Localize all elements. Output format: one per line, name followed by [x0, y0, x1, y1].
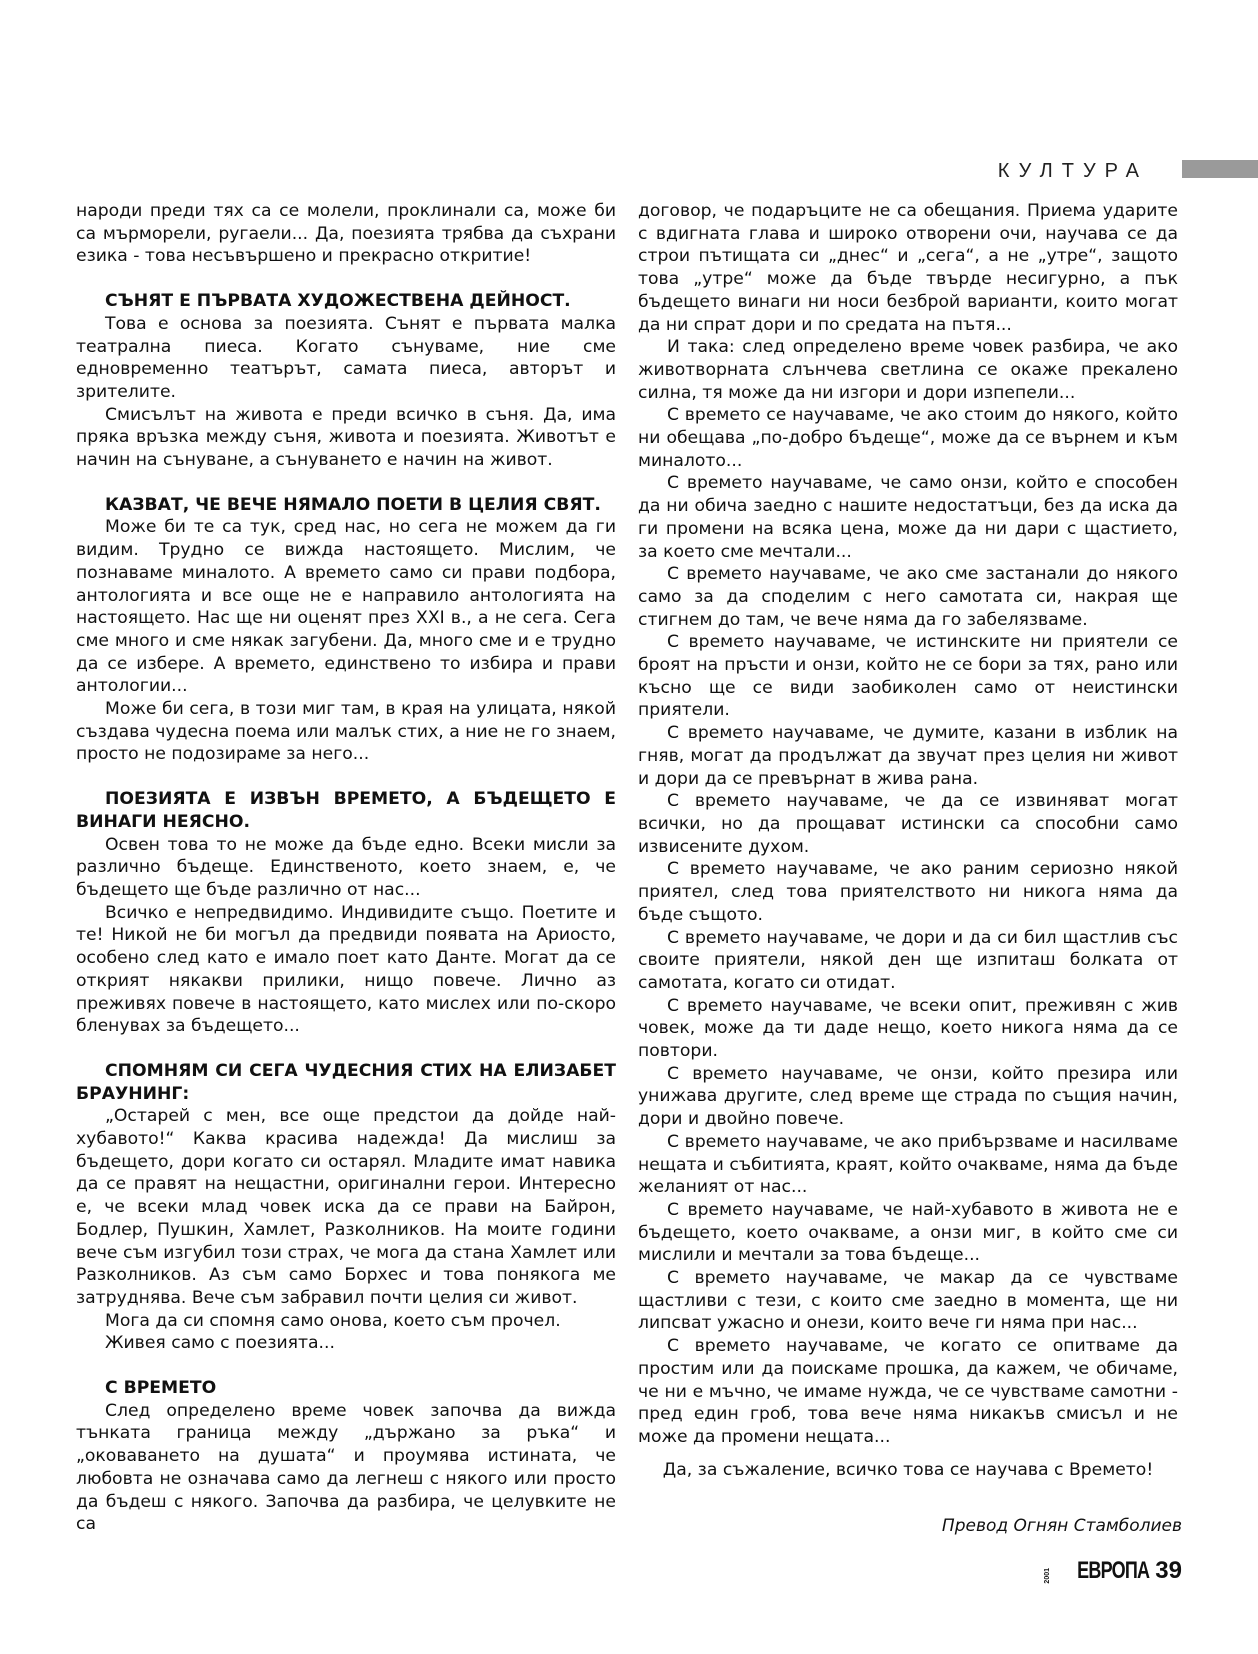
body-paragraph: С времето научаваме, че да се извиняват могат всички, но да прощават истински са способни само извисените духом.: [638, 791, 1178, 857]
translator-credit: Превод Огнян Стамболиев: [941, 1516, 1182, 1536]
body-paragraph: С времето научаваме, че най-хубавото в живота не е бъдещето, което очакваме, а онзи миг, в който сме си мислили и мечтали за това бъдеще...: [638, 1199, 1178, 1266]
body-paragraph: С времето научаваме, че ако раним сериозно някой приятел, след това приятелството ни никога няма да бъде същото.: [638, 859, 1178, 925]
paragraph-gap: [76, 1038, 616, 1060]
body-paragraph: договор, че подаръците не са обещания. Приема ударите с вдигната глава и широко отворени очи, научава се да строи пътищата си „днес“ и „сега“, а не „утре“, защото това „утре“ може да бъде твърде несигурно, а пък бъдещето винаги ни носи безброй варианти, които могат да ни спрат дори и по средата на пътя...: [638, 201, 1178, 335]
section-heading: С ВРЕМЕТО: [105, 1378, 217, 1399]
body-paragraph: С времето научаваме, че ако сме застанали до някого само за да споделим с него самотата си, накрая ще стигнем до там, че вече няма да го забелязваме.: [638, 564, 1178, 630]
page-number: 39: [1155, 1557, 1182, 1584]
section-bar: [1182, 160, 1258, 178]
body-paragraph: Мога да си спомня само онова, което съм прочел.: [105, 1310, 561, 1331]
paragraph-gap: [76, 766, 616, 788]
body-paragraph: Всичко е непредвидимо. Индивидите също. Поетите и те! Никой не би могъл да предвиди появата на Ариосто, особено след като е имало поет като Данте. Могат да се открият някакви прилики, нищо повече. Лично аз преживях повече в настоящето, като мислех или по-скоро бленувах за бъдещето...: [76, 902, 616, 1037]
section-heading: СЪНЯТ Е ПЪРВАТА ХУДОЖЕСТВЕНА ДЕЙНОСТ.: [105, 291, 571, 312]
paragraph-gap: [638, 1449, 1178, 1459]
body-paragraph: Живея само с поезията...: [105, 1333, 335, 1354]
paragraph-gap: [76, 1355, 616, 1377]
article-right-column: [638, 200, 1178, 1481]
body-paragraph: С времето научаваме, че дори и да си бил щастлив със своите приятели, някой ден ще изпиташ болката от самотата, когато си отидат.: [638, 927, 1178, 993]
body-paragraph: народи преди тях са се молели, проклинали са, може би са мърморели, ругаели... Да, поезията трябва да съхрани езика - това несъвършено и прекрасно откритие!: [76, 201, 616, 267]
body-paragraph: Това е основа за поезията. Сънят е първата малка театрална пиеса. Когато сънуваме, ние сме едновременно театърът, самата пиеса, авторът и зрителите.: [76, 313, 616, 402]
section-heading: ПОЕЗИЯТА Е ИЗВЪН ВРЕМЕТО, А БЪДЕЩЕТО Е ВИНАГИ НЕЯСНО.: [76, 789, 616, 832]
body-paragraph: С времето научаваме, че всеки опит, преживян с жив човек, може да ти даде нещо, което никога няма да се повтори.: [638, 995, 1178, 1062]
body-paragraph: С времето научаваме, че думите, казани в изблик на гняв, могат да продължат да звучат през целия ни живот и дори да се превърнат в жива рана.: [638, 723, 1178, 789]
body-paragraph: С времето научаваме, че макар да се чувстваме щастливи с тези, с които сме заедно в момента, ще ни липсват ужасно и онези, които вече ги няма при нас...: [638, 1268, 1178, 1334]
magazine-logo: ЕВРОПА: [1077, 1557, 1150, 1584]
body-paragraph: Може би сега, в този миг там, в края на улицата, някой създава чудесна поема или малък стих, а ние не го знаем, просто не подозираме за него...: [76, 699, 616, 765]
body-paragraph: С времето научаваме, че истинските ни приятели се броят на пръсти и онзи, който не се бори за тях, рано или късно ще се види заобиколен само от неистински приятели.: [638, 632, 1178, 721]
page-footer: [1044, 1558, 1182, 1584]
body-paragraph: „Остарей с мен, все още предстои да дойде най-хубавото!“ Каква красива надежда! Да мислиш за бъдещето, дори когато си остарял. Младите имат навика да се правят на нещастни, оригинални герои. Интересно е, че всеки млад човек иска да се прави на Байрон, Бодлер, Пушкин, Хамлет, Разколников. На моите години вече съм изгубил този страх, че мога да стана Хамлет или Разколников. Аз съм само Борхес и това понякога ме затруднява. Вече съм забравил почти целия си живот.: [76, 1106, 616, 1308]
magazine-year-mark: 2001: [1044, 1568, 1052, 1584]
body-paragraph: С времето научаваме, че ако прибързваме и насилваме нещата и събитията, краят, който очакваме, няма да бъде желаният от нас...: [638, 1131, 1178, 1198]
body-paragraph: След определено време човек започва да вижда тънката граница между „държано за ръка“ и „оковаването на душата“ и проумява истината, че любовта не означава само да легнеш с някого или просто да бъдеш с някого. Започва да разбира, че целувките не са: [76, 1400, 616, 1535]
paragraph-gap: [76, 472, 616, 494]
body-paragraph: Да, за съжаление, всичко това се научава с Времето!: [662, 1459, 1154, 1480]
paragraph-gap: [76, 268, 616, 290]
section-label: КУЛТУРА: [997, 160, 1148, 182]
body-paragraph: С времето научаваме, че само онзи, който е способен да ни обича заедно с нашите недостатъци, без да иска да ги промени на всяка цена, може да ни дари с щастието, за което сме мечтали...: [638, 473, 1178, 562]
body-paragraph: Освен това то не може да бъде едно. Всеки мисли за различно бъдеще. Единственото, което знаем, е, че бъдещето ще бъде различно от нас...: [76, 834, 616, 900]
body-paragraph: И така: след определено време човек разбира, че ако животворната слънчева светлина се окаже прекалено силна, тя може да ни изгори и дори изпепели...: [638, 337, 1178, 403]
body-paragraph: Може би те са тук, сред нас, но сега не можем да ги видим. Трудно се вижда настоящето. Мислим, че познаваме миналото. А времето само си прави подбора, антологията и все още не е направило антологията на настоящето. Нас ще ни оценят през XXI в., а не сега. Сега сме много и сме някак загубени. Да, много сме и е трудно да се избере. А времето, единствено то избира и прави антологии...: [76, 517, 616, 697]
section-heading: КАЗВАТ, ЧЕ ВЕЧЕ НЯМАЛО ПОЕТИ В ЦЕЛИЯ СВЯТ.: [105, 494, 601, 515]
body-paragraph: С времето научаваме, че когато се опитваме да простим или да поискаме прошка, да кажем, че обичаме, че ни е мъчно, че имаме нужда, че се чувстваме самотни - пред един гроб, това вече няма никакъв смисъл и не може да промени нещата...: [638, 1336, 1178, 1447]
article-left-column: [76, 200, 616, 1536]
body-paragraph: С времето се научаваме, че ако стоим до някого, който ни обещава „по-добро бъдеще“, може да се върнем и към миналото...: [638, 405, 1178, 471]
body-paragraph: Смисълът на живота е преди всичко в съня. Да, има пряка връзка между съня, живота и поезията. Животът е начин на сънуване, а сънуването е начин на живот.: [76, 404, 616, 471]
body-paragraph: С времето научаваме, че онзи, който презира или унижава другите, след време ще страда по същия начин, дори и двойно повече.: [638, 1063, 1178, 1130]
section-heading: СПОМНЯМ СИ СЕГА ЧУДЕСНИЯ СТИХ НА ЕЛИЗАБЕТ БРАУНИНГ:: [76, 1060, 616, 1104]
